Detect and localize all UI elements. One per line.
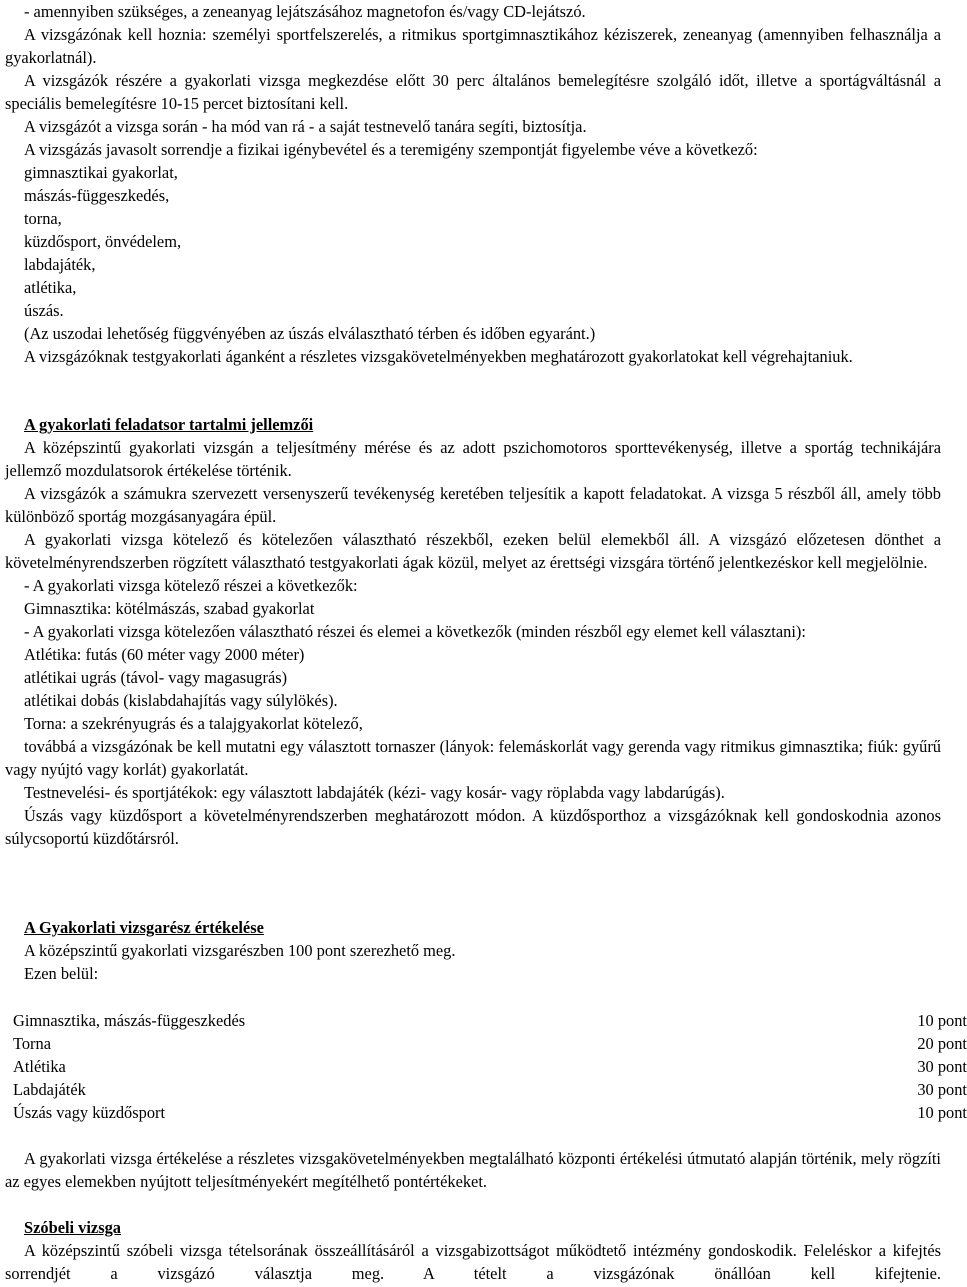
intro-closing: A vizsgázóknak testgyakorlati áganként a részletes vizsgakövetelményekben meghatározott gyakorlatokat kell végrehajtaniuk. [24,347,853,366]
paragraph: A középszintű gyakorlati vizsgarészben 100 pont szerezhető meg. [24,941,456,960]
paragraph: Torna: a szekrényugrás és a talajgyakorlat kötelező, [24,714,363,733]
intro-section [5,0,941,368]
paragraph: A vizsgázók a számukra szervezett versenyszerű tevékenység keretében teljesítik a kapott feladatokat. A vizsga 5 részből áll, amely több különböző sportág mozgásanyagára épül. [5,484,941,526]
ertekeles-section [5,916,941,985]
list-item: mászás-függeszkedés, [24,186,170,205]
table-row [13,1078,967,1101]
points-value: 30 pont [917,1057,967,1076]
list-item: atlétika, [24,278,77,297]
paragraph: Gimnasztika: kötélmászás, szabad gyakorlat [24,599,315,618]
feladatsor-section [5,413,941,850]
points-value: 10 pont [917,1103,967,1122]
section-heading: A Gyakorlati vizsgarész értékelése [24,918,264,937]
paragraph: Ezen belül: [24,964,99,983]
intro-item-warmup: A vizsgázók részére a gyakorlati vizsga megkezdése előtt 30 perc általános bemelegítésre szolgáló időt, illetve a sportágváltásnál a speciális bemelegítésre 10-15 percet biztosítani kell. [5,71,941,113]
intro-item-equipment: A vizsgázónak kell hoznia: személyi sportfelszerelés, a ritmikus sportgimnasztikához kéziszerek, zeneanyag (amennyiben felhasználja a gyakorlatnál). [5,25,941,67]
points-value: 20 pont [917,1034,967,1053]
szobeli-section [5,1216,941,1285]
intro-item-order: A vizsgázás javasolt sorrendje a fizikai igénybevétel és a teremigény szempontját figyelembe véve a következő: [24,140,758,159]
paragraph: atlétikai dobás (kislabdahajítás vagy súlylökés). [24,691,338,710]
pool-note: (Az uszodai lehetőség függvényében az úszás elválasztható térben és időben egyaránt.) [24,324,596,343]
table-row [13,1055,967,1078]
intro-item-teacher: A vizsgázót a vizsga során - ha mód van rá - a saját testnevelő tanára segíti, biztosítja. [24,117,587,136]
section-heading: A gyakorlati feladatsor tartalmi jellemzői [24,415,314,434]
list-item: labdajáték, [24,255,96,274]
table-row [13,1101,967,1124]
points-label: Labdajáték [13,1080,86,1099]
paragraph: továbbá a vizsgázónak be kell mutatni egy választott tornaszer (lányok: felemáskorlát vagy gerenda vagy ritmikus gimnasztika; fiúk: gyűrű vagy nyújtó vagy korlát) gyakorlatát. [5,737,941,779]
points-table [13,1009,967,1124]
points-value: 30 pont [917,1080,967,1099]
points-label: Gimnasztika, mászás-függeszkedés [13,1011,246,1030]
list-item: küzdősport, önvédelem, [24,232,182,251]
paragraph: A gyakorlati vizsga kötelező és kötelezően választható részekből, ezeken belül elemekből áll. A vizsgázó előzetesen dönthet a követelményrendszerben rögzített választható testgyakorlati ágak közül, melyet az érettségi vizsgára történő jelentkezéskor kell megjelölnie. [5,530,941,572]
ertekeles-after [5,1147,941,1193]
list-item: gimnasztikai gyakorlat, [24,163,178,182]
paragraph: Úszás vagy küzdősport a követelményrendszerben meghatározott módon. A küzdősporthoz a vizsgázóknak kell gondoskodnia azonos súlycsoportú küzdőtársról. [5,806,941,848]
points-label: Úszás vagy küzdősport [13,1103,166,1122]
paragraph: Atlétika: futás (60 méter vagy 2000 méter) [24,645,305,664]
points-label: Torna [13,1034,51,1053]
paragraph: atlétikai ugrás (távol- vagy magasugrás) [24,668,288,687]
paragraph: - A gyakorlati vizsga kötelezően választható részei és elemei a következők (minden részből egy elemet kell választani): [24,622,806,641]
paragraph: A gyakorlati vizsga értékelése a részletes vizsgakövetelményekben megtalálható központi értékelési útmutató alapján történik, mely rögzíti az egyes elemekben nyújtott teljesítményekért megítélhető pontértékeket. [5,1149,941,1191]
section-heading: Szóbeli vizsga [24,1218,121,1237]
intro-item-cd: - amennyiben szükséges, a zeneanyag lejátszásához magnetofon és/vagy CD-lejátszó. [24,2,586,21]
paragraph: - A gyakorlati vizsga kötelező részei a következők: [24,576,358,595]
points-value: 10 pont [917,1011,967,1030]
table-row [13,1032,967,1055]
paragraph: A középszintű gyakorlati vizsgán a teljesítmény mérése és az adott pszichomotoros sporttevékenység, illetve a sportág technikájára jellemző mozdulatsorok értékelése történik. [5,438,941,480]
list-item: torna, [24,209,62,228]
paragraph: A középszintű szóbeli vizsga tételsorának összeállításáról a vizsgabizottságot működtető intézmény gondoskodik. Feleléskor a kifejtés sorrendjét a vizsgázó választja meg. A tételt a vizsgázónak önállóan kell kifejtenie. [5,1241,941,1283]
points-label: Atlétika [13,1057,66,1076]
table-row [13,1009,967,1032]
paragraph: Testnevelési- és sportjátékok: egy választott labdajáték (kézi- vagy kosár- vagy röplabda vagy labdarúgás). [24,783,725,802]
list-item: úszás. [24,301,64,320]
